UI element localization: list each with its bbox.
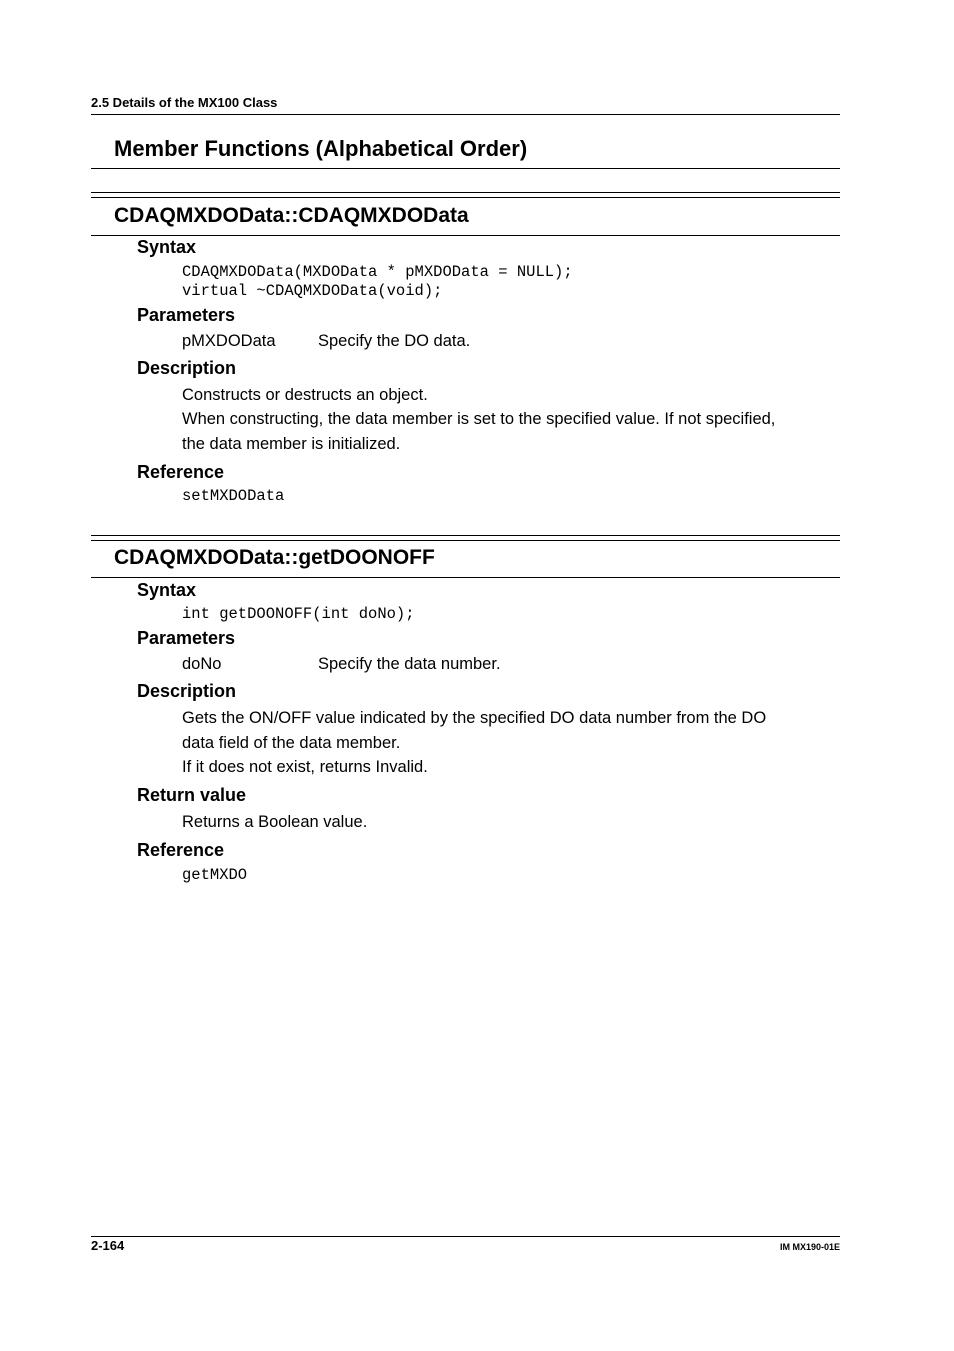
footer-rule — [91, 1236, 840, 1237]
parameter-name: doNo — [182, 655, 222, 673]
syntax-label: Syntax — [137, 237, 197, 257]
syntax-label: Syntax — [137, 580, 197, 600]
page-number: 2-164 — [91, 1238, 125, 1253]
function-title: CDAQMXDOData::getDOONOFF — [114, 546, 435, 569]
parameters-label: Parameters — [137, 628, 236, 648]
description-line: When constructing, the data member is set to the specified value. If not specified, — [182, 410, 776, 428]
description-line: If it does not exist, returns Invalid. — [182, 758, 428, 776]
parameter-description: Specify the DO data. — [318, 332, 471, 350]
parameter-name: pMXDOData — [182, 332, 276, 350]
syntax-line: int getDOONOFF(int doNo); — [182, 605, 415, 623]
reference-label: Reference — [137, 462, 225, 482]
section-divider-bottom — [91, 540, 840, 541]
description-line: Gets the ON/OFF value indicated by the specified DO data number from the DO — [182, 709, 767, 727]
reference-label: Reference — [137, 840, 225, 860]
description-label: Description — [137, 358, 237, 378]
parameters-label: Parameters — [137, 305, 236, 325]
header-rule — [91, 114, 840, 115]
running-head: 2.5 Details of the MX100 Class — [91, 95, 278, 110]
page-heading: Member Functions (Alphabetical Order) — [114, 136, 528, 161]
document-id: IM MX190-01E — [779, 1242, 840, 1252]
return-value-text: Returns a Boolean value. — [182, 813, 368, 831]
reference-value: setMXDOData — [182, 487, 285, 505]
section-divider-bottom — [91, 197, 840, 198]
description-line: data field of the data member. — [182, 734, 401, 752]
description-label: Description — [137, 681, 237, 701]
return-value-label: Return value — [137, 785, 247, 805]
description-line: the data member is initialized. — [182, 435, 401, 453]
parameter-description: Specify the data number. — [318, 655, 501, 673]
heading-rule — [91, 168, 840, 169]
function-title-rule — [91, 577, 840, 578]
syntax-line: virtual ~CDAQMXDOData(void); — [182, 282, 443, 300]
description-line: Constructs or destructs an object. — [182, 386, 428, 404]
syntax-line: CDAQMXDOData(MXDOData * pMXDOData = NULL); — [182, 263, 573, 281]
function-title-rule — [91, 235, 840, 236]
section-divider-top — [91, 192, 840, 193]
reference-value: getMXDO — [182, 866, 248, 884]
section-divider-top — [91, 535, 840, 536]
function-title: CDAQMXDOData::CDAQMXDOData — [114, 204, 469, 227]
